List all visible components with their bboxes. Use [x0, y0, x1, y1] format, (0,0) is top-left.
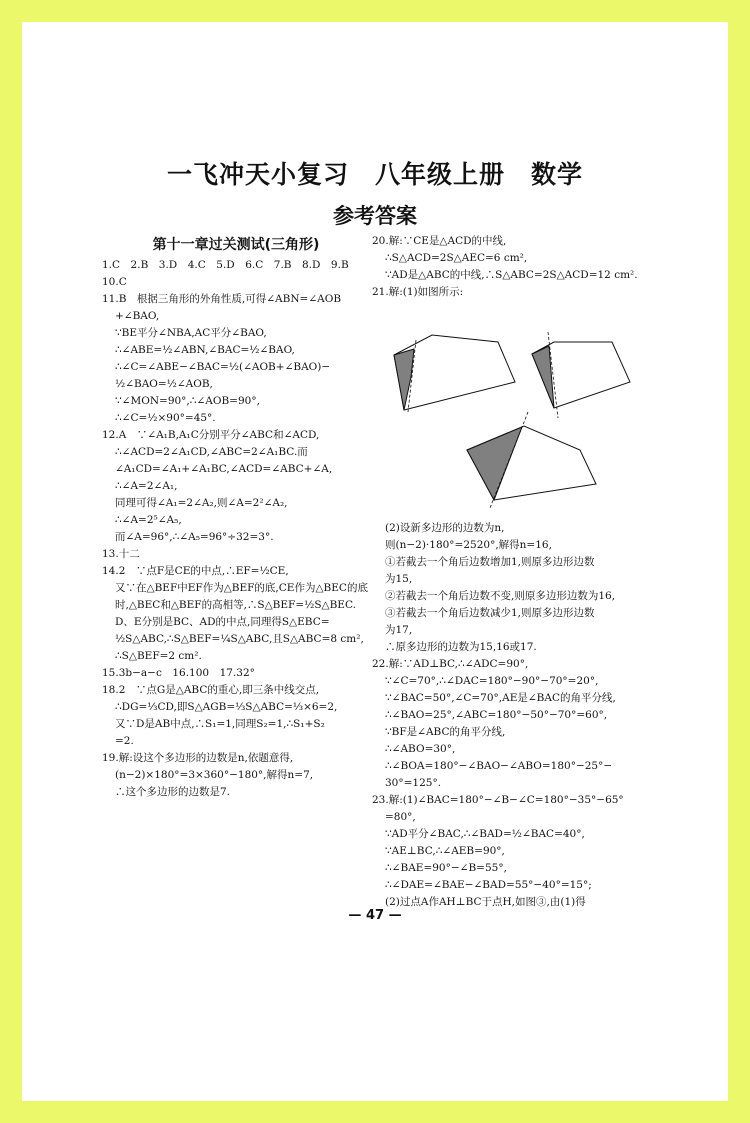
answer-line: ∴∠ABE=½∠ABN,∠BAC=½∠BAO,: [115, 344, 295, 356]
answer-line: ∠A₁CD=∠A₁+∠A₁BC,∠ACD=∠ABC+∠A,: [115, 463, 333, 475]
left-answer-lines: [102, 258, 370, 799]
answer-line: ∴∠BAE=90°−∠B=55°,: [385, 862, 507, 874]
answer-line: ∴∠A=2⁵∠A₅,: [115, 514, 182, 526]
answer-line: ①若截去一个角后边数增加1,则原多边形边数: [385, 556, 595, 568]
answer-line: ½∠BAO=½∠AOB,: [115, 378, 213, 390]
right-answer-lines-top: [372, 234, 648, 299]
section-title: 第十一章过关测试(三角形): [152, 237, 320, 253]
answer-line: ∵AD是△ABC的中线,∴S△ABC=2S△ACD=12 cm².: [385, 269, 638, 281]
answer-line: 11.B 根据三角形的外角性质,可得∠ABN=∠AOB: [102, 293, 342, 305]
polygon-figures-svg: [372, 302, 648, 517]
page-number: — 47 —: [348, 908, 402, 923]
answer-line: ∴∠BAO=25°,∠ABC=180°−50°−70°=60°,: [385, 709, 608, 721]
answer-line: ∴∠ABO=30°,: [385, 743, 456, 755]
answer-line: (2)过点A作AH⊥BC于点H,如图③,由(1)得: [385, 896, 586, 908]
answer-line: ∴S△BEF=2 cm².: [115, 650, 202, 662]
answer-line: 21.解:(1)如图所示:: [372, 286, 464, 298]
right-answer-lines-bottom: [372, 521, 648, 909]
answer-line: ∴这个多边形的边数是7.: [115, 786, 231, 798]
polygon-figure-1: [394, 335, 515, 412]
answer-line: (2)设新多边形的边数为n,: [385, 522, 505, 534]
answer-line: ∴∠ACD=2∠A₁CD,∠ABC=2∠A₁BC.而: [115, 446, 308, 458]
answer-line: ∵AD平分∠BAC,∴∠BAD=½∠BAC=40°,: [385, 828, 585, 840]
answer-line: 而∠A=96°,∴∠A₅=96°÷32=3°.: [115, 531, 274, 543]
answer-line: 15.3b−a−c 16.100 17.32°: [102, 667, 255, 679]
answer-line: ∴∠DAE=∠BAE−∠BAD=55°−40°=15°;: [385, 879, 592, 891]
polygon-figures: [372, 302, 648, 517]
answer-line: 又∵D是AB中点,∴S₁=1,同理S₂=1,∴S₁+S₂: [115, 718, 325, 730]
answer-line: =80°,: [385, 811, 416, 823]
answer-line: 则(n−2)·180°=2520°,解得n=16,: [385, 539, 552, 551]
answer-line: ∴S△ACD=2S△AEC=6 cm²,: [385, 252, 528, 264]
answer-line: 22.解:∵AD⊥BC,∴∠ADC=90°,: [372, 658, 529, 670]
answer-line: 为15,: [385, 573, 413, 585]
answer-line: ½S△ABC,∴S△BEF=¼S△ABC,且S△ABC=8 cm²,: [115, 633, 364, 645]
answer-line: ∵BF是∠ABC的角平分线,: [385, 726, 506, 738]
answer-line: 时,△BEC和△BEF的高相等,∴S△BEF=½S△BEC.: [115, 599, 356, 611]
answer-line: (n−2)×180°=3×360°−180°,解得n=7,: [115, 769, 314, 781]
answer-line: 23.解:(1)∠BAC=180°−∠B−∠C=180°−35°−65°: [372, 794, 624, 806]
answer-line: D、E分别是BC、AD的中点,同理得S△EBC=: [115, 616, 330, 628]
answer-line: 19.解:设这个多边形的边数是n,依题意得,: [102, 752, 294, 764]
answer-line: 同理可得∠A₁=2∠A₂,则∠A=2²∠A₂,: [115, 497, 288, 509]
polygon-figure-3: [467, 412, 596, 508]
answer-line: +∠BAO,: [115, 310, 160, 322]
answer-line: ③若截去一个角后边数减少1,则原多边形边数: [385, 607, 595, 619]
answer-line: ∴∠C=½×90°=45°.: [115, 412, 216, 424]
answer-line: =2.: [115, 735, 134, 747]
answer-line: 20.解:∵CE是△ACD的中线,: [372, 235, 507, 247]
answer-line: 12.A ∵∠A₁B,A₁C分别平分∠ABC和∠ACD,: [102, 429, 320, 441]
answer-line: 10.C: [102, 276, 127, 288]
answer-line: 13.十二: [102, 548, 140, 560]
right-column: [372, 234, 648, 912]
answer-line: ②若截去一个角后边数不变,则原多边形边数为16,: [385, 590, 616, 602]
answer-line: ∴∠A=2∠A₁,: [115, 480, 178, 492]
answer-line: ∵∠BAC=50°,∠C=70°,AE是∠BAC的角平分线,: [385, 692, 616, 704]
left-column: [102, 234, 370, 802]
answer-line: ∵∠MON=90°,∴∠AOB=90°,: [115, 395, 260, 407]
answer-line: 又∵在△BEF中EF作为△BEF的底,CE作为△BEC的底: [115, 582, 368, 594]
page-subtitle: 参考答案: [333, 204, 417, 228]
answer-line: 1.C 2.B 3.D 4.C 5.D 6.C 7.B 8.D 9.B: [102, 259, 349, 271]
answer-line: ∴原多边形的边数为15,16或17.: [385, 641, 537, 653]
answer-line: ∴∠C=∠ABE−∠BAC=½(∠AOB+∠BAO)−: [115, 361, 331, 373]
page-title: 一飞冲天小复习 八年级上册 数学: [166, 160, 583, 189]
answer-line: 30°=125°.: [385, 777, 442, 789]
answer-line: ∵∠C=70°,∴∠DAC=180°−90°−70°=20°,: [385, 675, 599, 687]
answer-line: 14.2 ∵点F是CE的中点,∴EF=½CE,: [102, 565, 289, 577]
answer-line: 18.2 ∵点G是△ABC的重心,即三条中线交点,: [102, 684, 320, 696]
answer-line: ∵AE⊥BC,∴∠AEB=90°,: [385, 845, 505, 857]
polygon-figure-2: [532, 332, 630, 418]
answer-page: [22, 22, 728, 1101]
answer-line: ∴∠BOA=180°−∠BAO−∠ABO=180°−25°−: [385, 760, 613, 772]
answer-line: ∴DG=⅓CD,即S△AGB=⅓S△ABC=⅓×6=2,: [115, 701, 338, 713]
answer-line: 为17,: [385, 624, 413, 636]
answer-line: ∵BE平分∠NBA,AC平分∠BAO,: [115, 327, 267, 339]
